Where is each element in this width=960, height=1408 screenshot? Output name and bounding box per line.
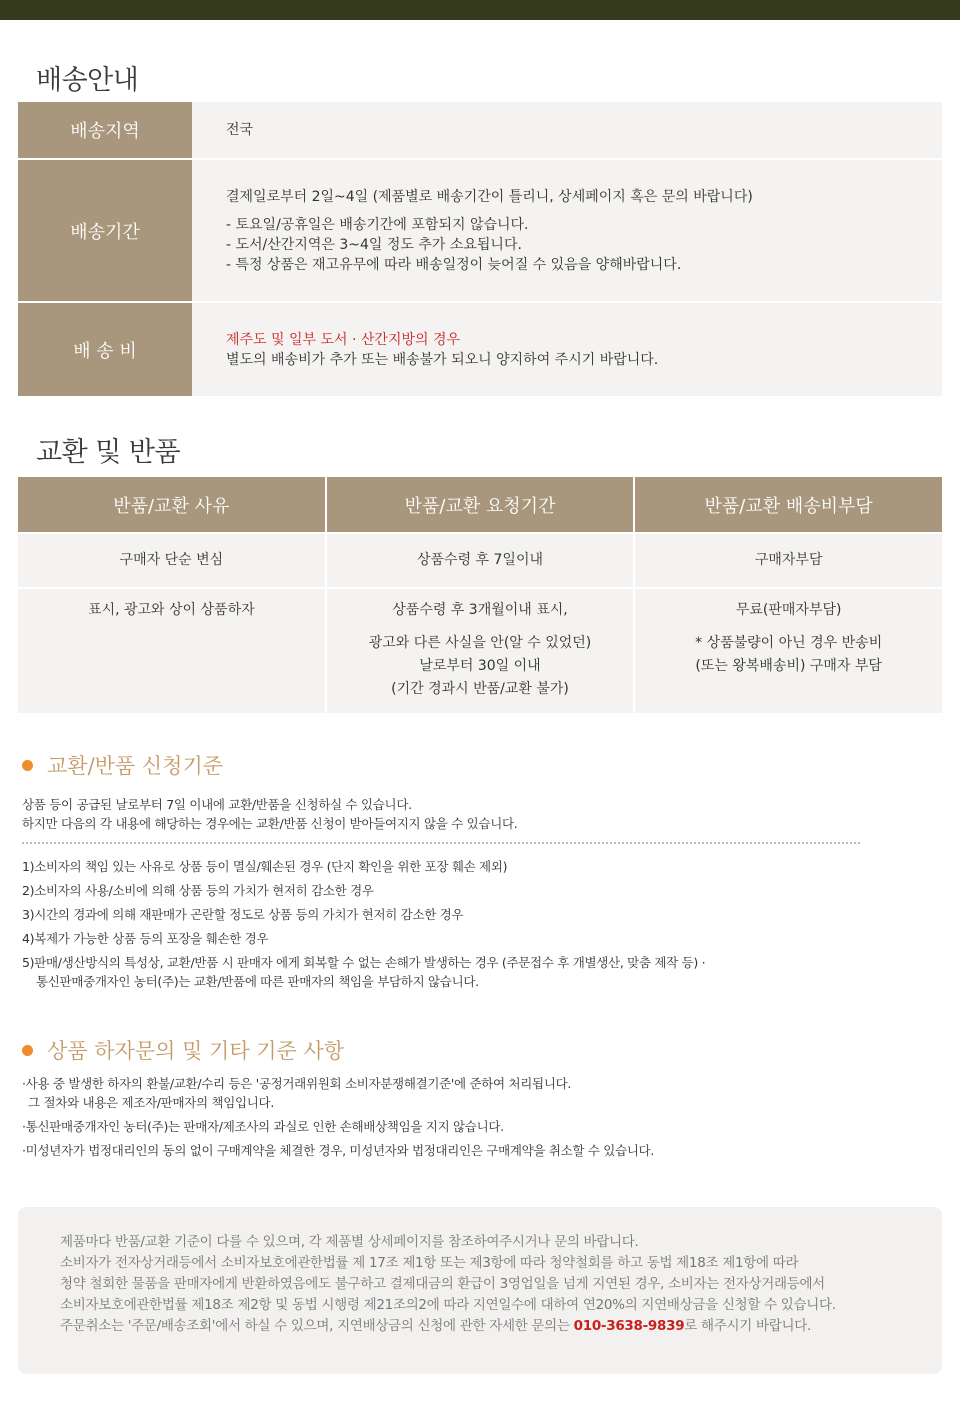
criteria-intro-line: 상품 등이 공급된 날로부터 7일 이내에 교환/반품을 신청하실 수 있습니다. <box>22 797 412 812</box>
notice-last-post: 로 해주시기 바랍니다. <box>684 1318 811 1334</box>
list-item: 5)판매/생산방식의 특성상, 교환/반품 시 판매자 에게 회복할 수 없는 손해가 발생하는 경우 (주문접수 후 개별생산, 맞춤 제작 등) · <box>22 955 706 970</box>
exchange-reason-cell <box>18 589 327 713</box>
exchange-header-row <box>18 477 942 532</box>
table-row <box>18 532 942 587</box>
shipping-period-note: - 토요일/공휴일은 배송기간에 포함되지 않습니다. <box>226 216 529 233</box>
notice-last-pre: 주문취소는 '주문/배송조회'에서 하실 수 있으며, 지연배상금의 신청에 관한 자세한 문의는 <box>60 1318 574 1334</box>
shipping-period-row <box>18 160 942 303</box>
shipping-region-value: 전국 <box>226 122 254 138</box>
shipping-fee-label: 배 송 비 <box>18 303 192 396</box>
list-item: 1)소비자의 책임 있는 사유로 상품 등이 멸실/훼손된 경우 (단지 확인을 위한 포장 훼손 제외) <box>22 859 508 874</box>
defects-title: 상품 하자문의 및 기타 기준 사항 <box>47 1039 345 1063</box>
exchange-header-reason: 반품/교환 사유 <box>18 477 327 532</box>
exchange-period-cell: 상품수령 후 7일이내 <box>327 534 636 587</box>
shipping-fee-highlight: 제주도 및 일부 도서 · 산간지방의 경우 <box>226 331 461 348</box>
notice-line: 청약 철회한 물품을 판매자에게 반환하였음에도 불구하고 결제대금의 환급이 3영업일을 넘게 지연된 경우, 소비자는 전자상거래등에서 <box>60 1276 825 1292</box>
list-item-continued: 그 절차와 내용은 제조자/판매자의 책임입니다. <box>28 1095 275 1110</box>
exchange-cost-cell: 구매자부담 <box>635 534 942 587</box>
exchange-reason-cell: 구매자 단순 변심 <box>18 534 327 587</box>
exchange-title: 교환 및 반품 <box>36 437 181 468</box>
list-item: 2)소비자의 사용/소비에 의해 상품 등의 가치가 현저히 감소한 경우 <box>22 883 374 898</box>
notice-last-line <box>60 1316 942 1337</box>
exchange-period-line: 상품수령 후 3개월이내 표시, <box>392 602 568 618</box>
shipping-period-main: 결제일로부터 2일~4일 (제품별로 배송기간이 틀리니, 상세페이지 혹은 문의 바랍니다) <box>226 188 753 205</box>
exchange-header-period: 반품/교환 요청기간 <box>327 477 636 532</box>
shipping-fee-row <box>18 303 942 396</box>
shipping-region-row <box>18 102 942 160</box>
notice-line: 소비자가 전자상거래등에서 소비자보호에관한법률 제 17조 제1항 또는 제3항에 따라 청약철회를 하고 동법 제18조 제1항에 따라 <box>60 1255 799 1271</box>
shipping-period-note: - 특정 상품은 재고유무에 따라 배송일정이 늦어질 수 있음을 양해바랍니다. <box>226 256 682 273</box>
notice-line: 소비자보호에관한법률 제18조 제2항 및 동법 시행령 제21조의2에 따라 지연일수에 대하여 연20%의 지연배상금을 신청할 수 있습니다. <box>60 1297 836 1313</box>
bullet-dot-icon <box>22 760 33 771</box>
exchange-reason-text: 표시, 광고와 상이 상품하자 <box>88 602 255 618</box>
phone-number[interactable]: 010-3638-9839 <box>573 1318 685 1334</box>
criteria-title: 교환/반품 신청기준 <box>47 754 224 778</box>
shipping-period-cell <box>192 160 942 301</box>
shipping-title: 배송안내 <box>36 65 139 96</box>
list-item: ·사용 중 발생한 하자의 환불/교환/수리 등은 '공정거래위원회 소비자분쟁해결기준'에 준하여 처리됩니다. <box>22 1076 572 1091</box>
exchange-cost-line: (또는 왕복배송비) 구매자 부담 <box>695 658 882 674</box>
shipping-fee-cell <box>192 303 942 396</box>
defects-title-block <box>22 1035 344 1065</box>
exchange-table <box>18 477 942 713</box>
exchange-cost-line: * 상품불량이 아닌 경우 반송비 <box>695 635 883 651</box>
list-item: 3)시간의 경과에 의해 재판매가 곤란할 정도로 상품 등의 가치가 현저히 감소한 경우 <box>22 907 464 922</box>
dotted-divider <box>22 842 860 844</box>
shipping-table <box>18 102 942 396</box>
notice-line: 제품마다 반품/교환 기준이 다를 수 있으며, 각 제품별 상세페이지를 참조하여주시거나 문의 바랍니다. <box>60 1234 639 1250</box>
exchange-period-line: 광고와 다른 사실을 안(알 수 있었던) <box>368 635 592 651</box>
criteria-intro <box>22 795 517 833</box>
top-bar <box>0 0 960 20</box>
shipping-period-label: 배송기간 <box>18 160 192 301</box>
list-item: ·미성년자가 법정대리인의 동의 없이 구매계약을 체결한 경우, 미성년자와 법정대리인은 구매계약을 취소할 수 있습니다. <box>22 1143 655 1158</box>
notice-box <box>18 1207 942 1374</box>
criteria-intro-line: 하지만 다음의 각 내용에 해당하는 경우에는 교환/반품 신청이 받아들여지지 않을 수 있습니다. <box>22 816 518 831</box>
exchange-period-line: (기간 경과시 반품/교환 불가) <box>391 681 569 697</box>
criteria-list <box>22 857 705 996</box>
table-row <box>18 587 942 713</box>
bullet-dot-icon <box>22 1045 33 1056</box>
exchange-cost-cell <box>635 589 942 713</box>
exchange-header-cost: 반품/교환 배송비부담 <box>635 477 942 532</box>
exchange-cost-line: 무료(판매자부담) <box>735 602 842 618</box>
shipping-period-note: - 도서/산간지역은 3~4일 정도 추가 소요됩니다. <box>226 236 522 253</box>
exchange-period-line: 날로부터 30일 이내 <box>419 658 541 674</box>
list-item-continued: 통신판매중개자인 농터(주)는 교환/반품에 따른 판매자의 책임을 부담하지 않습니다. <box>36 974 479 989</box>
exchange-period-cell <box>327 589 636 713</box>
list-item: 4)복제가 가능한 상품 등의 포장을 훼손한 경우 <box>22 931 269 946</box>
shipping-fee-text: 별도의 배송비가 추가 또는 배송불가 되오니 양지하여 주시기 바랍니다. <box>226 351 659 368</box>
list-item: ·통신판매중개자인 농터(주)는 판매자/제조사의 과실로 인한 손해배상책임을 지지 않습니다. <box>22 1119 504 1134</box>
shipping-region-label: 배송지역 <box>18 102 192 158</box>
criteria-title-block <box>22 750 223 780</box>
defects-notes <box>22 1074 654 1165</box>
shipping-region-cell <box>192 102 942 158</box>
